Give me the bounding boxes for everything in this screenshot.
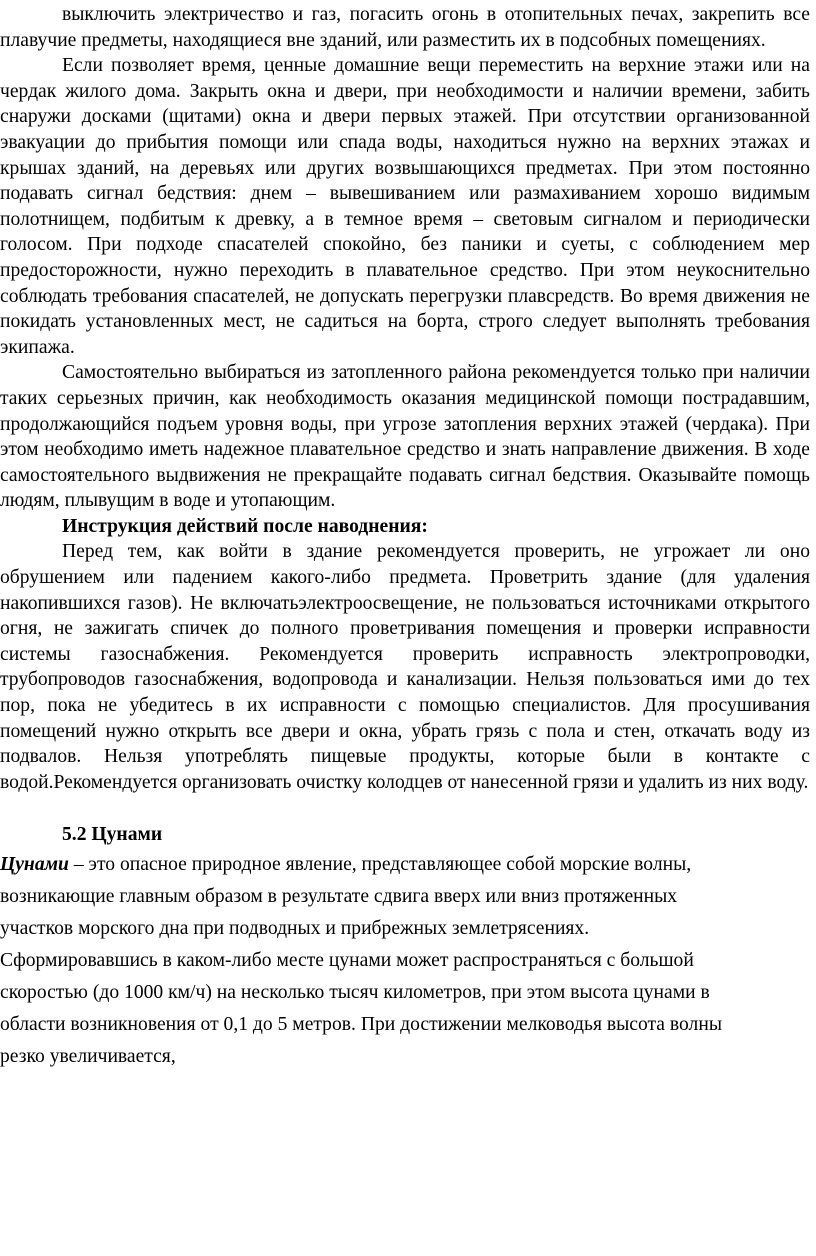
paragraph-after-flood: Перед тем, как войти в здание рекомендуется проверить, не угрожает ли оно обрушением или падением какого-либо предмета. Проветрить здание (для удаления накопившихся газов). Не включатьэлектроосвещение, не пользоваться источниками открытого огня, не зажигать спичек до полного проветривания помещения и проверки исправности системы газоснабжения. Рекомендуется проверить исправность электропроводки, трубопроводов газоснабжения, водопровода и канализации. Нельзя пользоваться ими до тех пор, пока не убедитесь в их исправности с помощью специалистов. Для просушивания помещений нужно открыть все двери и окна, убрать грязь с пола и стен, откачать воду из подвалов. Нельзя употреблять пищевые продукты, которые были в контакте с водой.Рекомендуется организовать очистку колодцев от нанесенной грязи и удалить из них воду. <box>0 541 810 793</box>
paragraph-self-evacuation: Самостоятельно выбираться из затопленного района рекомендуется только при наличии таких серьезных причин, как необходимость оказания медицинской помощи пострадавшим, продолжающийся подъем уровня воды, при угрозе затопления верхних этажей (чердака). При этом необходимо иметь надежное плавательное средство и знать направление движения. В ходе самостоятельного выдвижения не прекращайте подавать сигнал бедствия. Оказывайте помощь людям, плывущим в воде и утопающим. <box>0 362 810 512</box>
section-spacer <box>0 795 810 821</box>
paragraph-electricity-gas: выключить электричество и газ, погасить огонь в отопительных печах, закрепить все плавучие предметы, находящиеся вне зданий, или разместить их в подсобных помещениях. <box>0 4 810 51</box>
paragraph-tsunami-definition <box>0 849 810 1073</box>
section-title-tsunami: 5.2 Цунами <box>62 824 163 846</box>
paragraph-valuables-signals: Если позволяет время, ценные домашние вещи переместить на верхние этажи или на чердак жилого дома. Закрыть окна и двери, при необходимости и наличии времени, забить снаружи досками (щитами) окна и двери первых этажей. При отсутствии организованной эвакуации до прибытия помощи или спада воды, находиться нужно на верхних этажах и крышах зданий, на деревьях или других возвышающихся предметах. При этом постоянно подавать сигнал бедствия: днем – вывешиванием или размахиванием хорошо видимым полотнищем, подбитым к древку, а в темное время – световым сигналом и периодически голосом. При подходе спасателей спокойно, без паники и суеты, с соблюдением мер предосторожности, нужно переходить в плавательное средство. При этом неукоснительно соблюдать требования спасателей, не допускать перегрузки плавсредств. Во время движения не покидать установленных мест, не садиться на борта, строго следует выполнять требования экипажа. <box>0 55 810 358</box>
definition-text: – это опасное природное явление, представляющее собой морские волны, возникающие главным образом в результате сдвига вверх или вниз протяженных участков морского дна при подводных и прибрежных землетрясениях. Сформировавшись в каком-либо месте цунами может распространяться с большой скоростью (до 1000 км/ч) на несколько тысяч километров, при этом высота цунами в области возникновения от 0,1 до 5 метров. При достижении мелководья высота волны резко увеличивается, <box>0 854 722 1068</box>
heading-after-flood: Инструкция действий после наводнения: <box>62 515 428 537</box>
term-tsunami: Цунами <box>0 854 69 876</box>
